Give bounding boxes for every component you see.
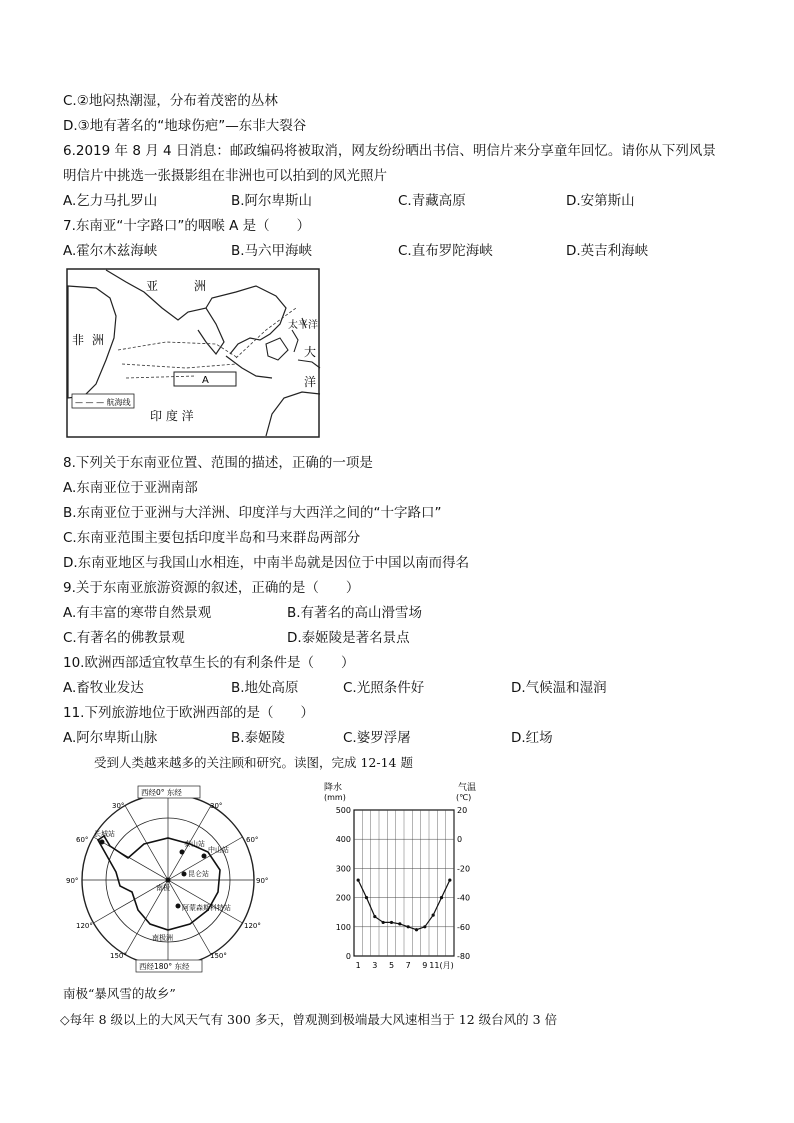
lon-120-left: 120° [76, 922, 93, 930]
label-antarctica: 南极洲 [152, 934, 173, 942]
q9-stem: 9.关于东南亚旅游资源的叙述，正确的是（ ） [63, 580, 360, 596]
q7-stem: 7.东南亚“十字路口”的咽喉 A 是（ ） [63, 218, 311, 234]
q8-option-d: D.东南亚地区与我国山水相连，中南半岛就是因位于中国以南而得名 [63, 555, 470, 571]
x-tick: 7 [405, 961, 411, 970]
lon-60-left: 60° [76, 836, 89, 844]
label-changcheng: 长城站 [94, 830, 115, 838]
lon-150-right: 150° [210, 952, 227, 960]
x-tick: 5 [388, 961, 395, 970]
q7-option-d: D.英吉利海峡 [566, 243, 649, 259]
y-left-tick: 400 [335, 835, 351, 845]
label-amundsen: 阿蒙森斯科特站 [182, 904, 231, 912]
q6-option-b: B.阿尔卑斯山 [231, 193, 313, 209]
q6-option-c: C.青藏高原 [398, 193, 466, 209]
lon-120-right: 120° [244, 922, 261, 930]
x-tick: 9 [422, 961, 428, 970]
lon-150-left: 150° [110, 952, 127, 960]
map-label-pacific-1: 太平洋 [288, 320, 318, 331]
y-right-tick: -40 [457, 893, 471, 903]
y-right-tick: -60 [457, 922, 471, 932]
temperature-point [423, 925, 426, 928]
y-right-tick: -20 [457, 864, 471, 874]
temperature-point [365, 896, 368, 899]
y-left-tick: 200 [335, 893, 351, 903]
q8-option-b: B.东南亚位于亚洲与大洋洲、印度洋与大西洋之间的“十字路口” [63, 505, 442, 521]
q10-option-a: A.畜牧业发达 [63, 680, 144, 696]
temperature-point [390, 921, 393, 924]
label-zhongshan: 中山站 [208, 846, 229, 854]
section-intro: 受到人类越来越多的关注顾和研究。读图，完成 12-14 题 [94, 755, 413, 770]
antarctica-coast [98, 836, 220, 930]
y-right-tick: -80 [457, 952, 471, 961]
x-tick: 11(月) [429, 961, 454, 970]
temperature-point [407, 925, 410, 928]
y-left-tick: 300 [335, 864, 351, 874]
q9-option-b: B.有著名的高山滑雪场 [287, 605, 423, 621]
q7-option-b: B.马六甲海峡 [231, 243, 313, 259]
temperature-point [357, 878, 360, 881]
q11-stem: 11.下列旅游地位于欧洲西部的是（ ） [63, 705, 314, 721]
map-label-africa-2: 洲 [92, 333, 105, 347]
south-pole-dot [166, 878, 171, 883]
y-left-title: 降水 [324, 783, 343, 793]
map-label-asia-2: 洲 [194, 279, 207, 293]
temperature-point [398, 922, 401, 925]
lon-90-left: 90° [66, 877, 79, 885]
q5-option-d: D.③地有著名的“地球伤疤”—东非大裂谷 [63, 118, 307, 134]
q6-option-a: A.乞力马扎罗山 [63, 193, 158, 209]
caption: 南极“暴风雪的故乡” [63, 986, 176, 1001]
q9-option-c: C.有著名的佛教景观 [63, 630, 185, 646]
southeast-asia-map [66, 268, 322, 440]
lon-30-left: 30° [112, 802, 125, 810]
map-legend-text: — — — 航海线 [75, 398, 131, 407]
temperature-point [432, 914, 435, 917]
q7-option-c: C.直布罗陀海峡 [398, 243, 493, 259]
q8-stem: 8.下列关于东南亚位置、范围的描述，正确的一项是 [63, 455, 373, 471]
y-left-tick: 0 [345, 952, 351, 961]
y-left-tick: 500 [335, 806, 351, 815]
q7-option-a: A.霍尔木兹海峡 [63, 243, 158, 259]
lon-30-right: 30° [210, 802, 223, 810]
changcheng-station-dot [100, 840, 105, 845]
map-label-pacific-2: 大 [304, 345, 317, 359]
map-label-asia-1: 亚 [146, 279, 159, 293]
antarctica-polar-map [60, 782, 280, 976]
label-taishan: 泰山站 [184, 840, 205, 848]
y-right-tick: 0 [457, 835, 463, 845]
q9-option-d: D.泰姬陵是著名景点 [287, 630, 410, 646]
label-kunlun: 昆仑站 [188, 870, 209, 878]
q8-option-a: A.东南亚位于亚洲南部 [63, 480, 198, 496]
temperature-point [448, 878, 451, 881]
y-right-unit: (℃) [456, 793, 472, 802]
x-tick: 3 [372, 961, 378, 970]
lon-60-right: 60° [246, 836, 259, 844]
climate-chart [322, 778, 492, 978]
q10-option-c: C.光照条件好 [343, 680, 425, 696]
q6-stem-line1: 6.2019 年 8 月 4 日消息：邮政编码将被取消，网友纷纷晒出书信、明信片来分享童年回忆。请你从下列风景 [63, 143, 716, 159]
q11-option-a: A.阿尔卑斯山脉 [63, 730, 158, 746]
q10-option-b: B.地处高原 [231, 680, 299, 696]
q11-option-d: D.红场 [511, 730, 553, 746]
zhongshan-station-dot [202, 854, 207, 859]
temperature-point [382, 921, 385, 924]
q9-option-a: A.有丰富的寒带自然景观 [63, 605, 212, 621]
q11-option-b: B.泰姬陵 [231, 730, 286, 746]
bottom-longitude-label: 西经180° 东经 [139, 962, 190, 971]
y-right-tick: 20 [457, 806, 468, 815]
lon-90-right: 90° [256, 877, 269, 885]
y-right-title: 气温 [458, 783, 477, 793]
top-longitude-label: 西经0° 东经 [141, 788, 182, 797]
kunlun-station-dot [182, 872, 187, 877]
bullet-text: ◇每年 8 级以上的大风天气有 300 多天，曾观测到极端最大风速相当于 12 级台风的 3 倍 [60, 1012, 558, 1027]
x-tick: 1 [355, 961, 361, 970]
map-label-africa-1: 非 [72, 333, 85, 347]
strait-a-label: A [202, 375, 209, 386]
temperature-point [373, 915, 376, 918]
q6-stem-line2: 明信片中挑选一张摄影组在非洲也可以拍到的风光照片 [63, 168, 387, 184]
q8-option-c: C.东南亚范围主要包括印度半岛和马来群岛两部分 [63, 530, 361, 546]
y-left-unit: (mm) [324, 793, 346, 802]
q10-option-d: D.气候温和湿润 [511, 680, 607, 696]
temperature-point [440, 896, 443, 899]
label-south-pole: 南极 [156, 884, 170, 892]
map-label-pacific-3: 洋 [304, 375, 317, 389]
amundsen-station-dot [176, 904, 181, 909]
chart-grid [354, 810, 454, 956]
taishan-station-dot [180, 850, 185, 855]
q5-option-c: C.②地闷热潮湿，分布着茂密的丛林 [63, 93, 278, 109]
chart-ticks [336, 806, 470, 970]
y-left-tick: 100 [335, 922, 351, 932]
q10-stem: 10.欧洲西部适宜牧草生长的有利条件是（ ） [63, 655, 355, 671]
q11-option-c: C.婆罗浮屠 [343, 730, 411, 746]
q6-option-d: D.安第斯山 [566, 193, 635, 209]
map-label-indian-ocean: 印 度 洋 [150, 409, 194, 423]
temperature-point [415, 928, 418, 931]
